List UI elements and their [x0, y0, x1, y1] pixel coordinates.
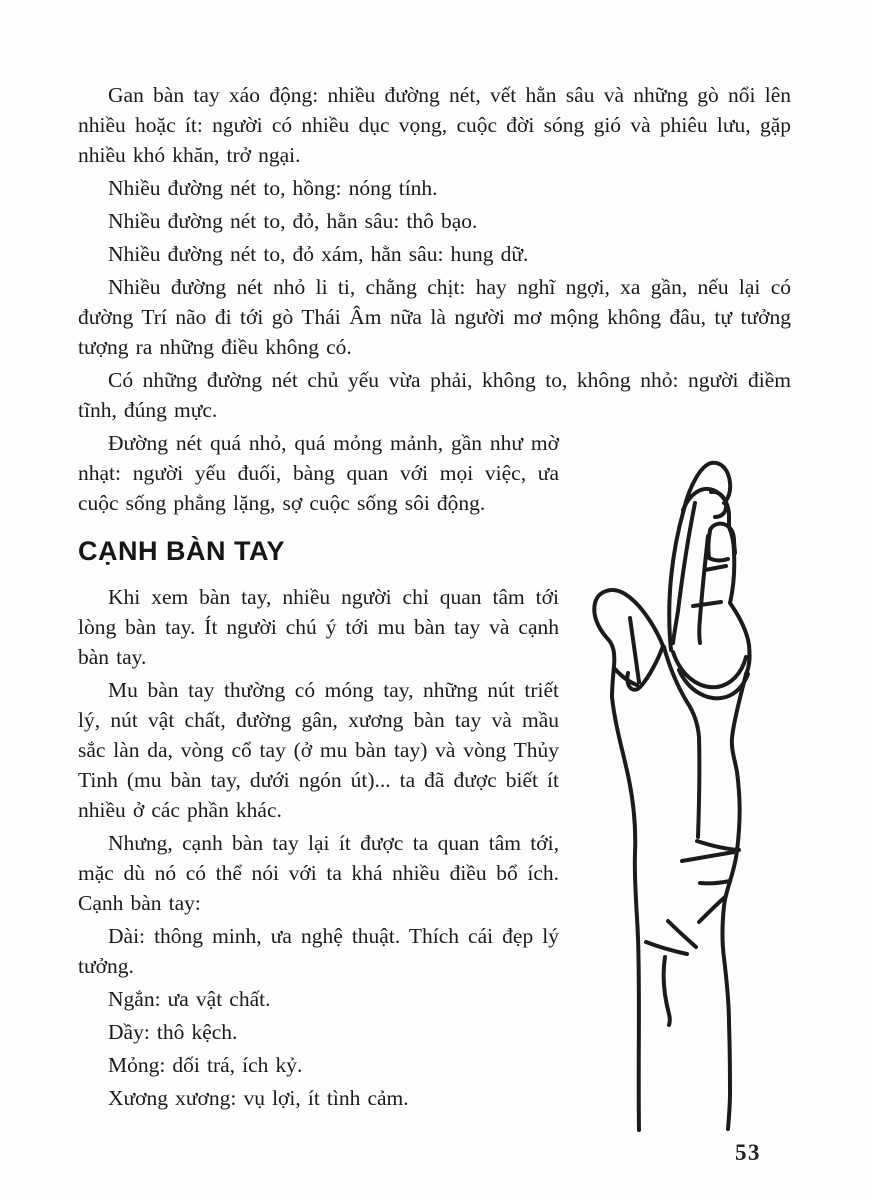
- paragraph-mu-ban-tay: Mu bàn tay thường có móng tay, những nút triết lý, nút vật chất, đường gân, xương bàn tay và mầu sắc làn da, vòng cổ tay (ở mu bàn tay) và vòng Thủy Tinh (mu bàn tay, dưới ngón út)... ta đã được biết ít nhiều ở các phần khác.: [78, 678, 559, 822]
- paragraph-nhung-canh: Nhưng, cạnh bàn tay lại ít được ta quan tâm tới, mặc dù nó có thể nói với ta khá nhiều điều bổ ích. Cạnh bàn tay:: [78, 831, 559, 915]
- list-item-ngan: Ngắn: ưa vật chất.: [108, 987, 271, 1011]
- list-item-day: Dầy: thô kệch.: [108, 1020, 238, 1044]
- list-item-xuong-xuong: Xương xương: vụ lợi, ít tình cảm.: [108, 1086, 409, 1110]
- paragraph-net-chu-yeu: Có những đường nét chủ yếu vừa phải, không to, không nhỏ: người điềm tĩnh, đúng mực.: [78, 368, 791, 422]
- paragraph-net-qua-nho: Đường nét quá nhỏ, quá mỏng mảnh, gần như mờ nhạt: người yếu đuối, bàng quan với mọi việc, ưa cuộc sống phẳng lặng, sợ cuộc sống sôi động.: [78, 431, 559, 515]
- page-number: 53: [735, 1140, 761, 1165]
- list-item-dai: Dài: thông minh, ưa nghệ thuật. Thích cái đẹp lý tưởng.: [78, 924, 559, 978]
- paragraph-net-to-hong: Nhiều đường nét to, hồng: nóng tính.: [108, 176, 438, 200]
- section-heading: CẠNH BÀN TAY: [78, 536, 286, 566]
- paragraph-khi-xem: Khi xem bàn tay, nhiều người chỉ quan tâm tới lòng bàn tay. Ít người chú ý tới mu bàn tay và cạnh bàn tay.: [78, 585, 559, 669]
- paragraph-net-to-do-xam: Nhiều đường nét to, đỏ xám, hằn sâu: hung dữ.: [108, 242, 529, 266]
- paragraph-net-nho-li-ti: Nhiều đường nét nhỏ li ti, chằng chịt: hay nghĩ ngợi, xa gần, nếu lại có đường Trí não đi tới gò Thái Âm nữa là người mơ mộng không đâu, tự tưởng tượng ra những điều không có.: [78, 275, 791, 359]
- paragraph-net-to-do: Nhiều đường nét to, đỏ, hằn sâu: thô bạo.: [108, 209, 478, 233]
- hand-strokes: [594, 463, 749, 1130]
- hand-drawing-svg: [562, 433, 871, 1133]
- hand-illustration: [559, 428, 791, 1096]
- list-item-mong: Mỏng: dối trá, ích kỷ.: [108, 1053, 303, 1077]
- paragraph-gan-ban-tay: Gan bàn tay xáo động: nhiều đường nét, vết hằn sâu và những gò nổi lên nhiều hoặc ít: người có nhiều dục vọng, cuộc đời sóng gió và phiêu lưu, gặp nhiều khó khăn, trở ngại.: [78, 83, 791, 167]
